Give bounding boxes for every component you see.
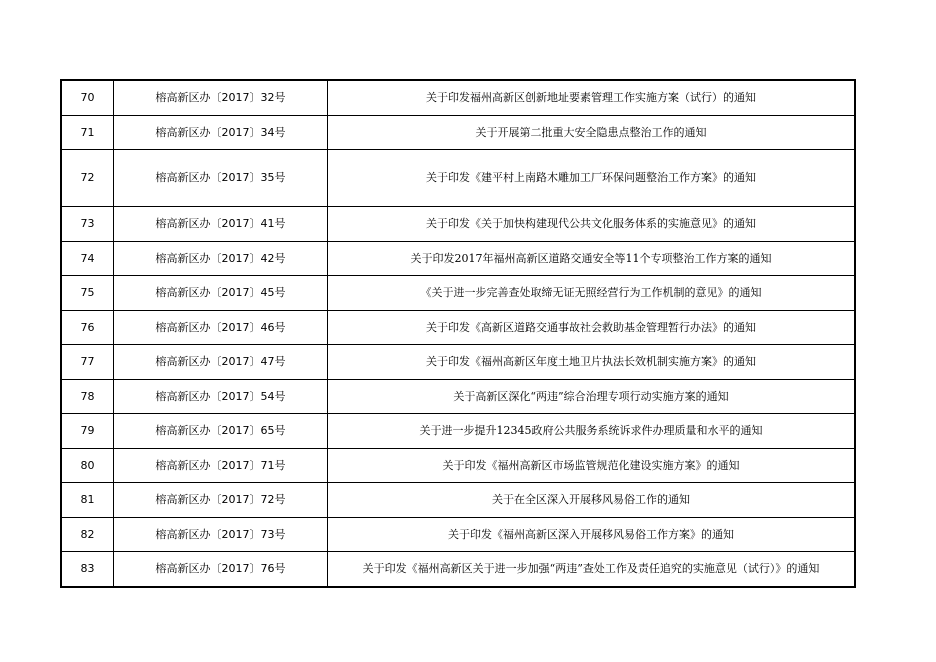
table-row <box>61 207 855 242</box>
document-list-table <box>60 79 856 588</box>
row-number: 79 <box>61 414 114 449</box>
document-title: 关于进一步提升12345政府公共服务系统诉求件办理质量和水平的通知 <box>328 414 856 449</box>
table-row <box>61 414 855 449</box>
document-code: 榕高新区办〔2017〕73号 <box>114 518 328 552</box>
document-title: 关于在全区深入开展移风易俗工作的通知 <box>328 483 856 518</box>
document-code: 榕高新区办〔2017〕71号 <box>114 449 328 483</box>
row-number: 72 <box>61 150 114 207</box>
row-number: 83 <box>61 552 114 588</box>
document-code: 榕高新区办〔2017〕34号 <box>114 116 328 150</box>
row-number: 75 <box>61 276 114 311</box>
document-code: 榕高新区办〔2017〕54号 <box>114 380 328 414</box>
row-number: 73 <box>61 207 114 242</box>
table-row <box>61 345 855 380</box>
document-title: 关于高新区深化“两违”综合治理专项行动实施方案的通知 <box>328 380 856 414</box>
table-row <box>61 150 855 207</box>
table-row <box>61 449 855 483</box>
document-code: 榕高新区办〔2017〕76号 <box>114 552 328 588</box>
table-row <box>61 276 855 311</box>
document-code: 榕高新区办〔2017〕32号 <box>114 80 328 116</box>
document-code: 榕高新区办〔2017〕42号 <box>114 242 328 276</box>
row-number: 76 <box>61 311 114 345</box>
row-number: 81 <box>61 483 114 518</box>
document-code: 榕高新区办〔2017〕45号 <box>114 276 328 311</box>
table-row <box>61 380 855 414</box>
row-number: 77 <box>61 345 114 380</box>
document-title: 关于印发《福州高新区深入开展移风易俗工作方案》的通知 <box>328 518 856 552</box>
document-title: 关于印发《福州高新区年度土地卫片执法长效机制实施方案》的通知 <box>328 345 856 380</box>
table-row <box>61 552 855 588</box>
row-number: 71 <box>61 116 114 150</box>
document-title: 关于印发《高新区道路交通事故社会救助基金管理暂行办法》的通知 <box>328 311 856 345</box>
row-number: 80 <box>61 449 114 483</box>
document-code: 榕高新区办〔2017〕46号 <box>114 311 328 345</box>
document-title: 关于印发《福州高新区关于进一步加强“两违”查处工作及责任追究的实施意见（试行）》的通知 <box>328 552 856 588</box>
row-number: 70 <box>61 80 114 116</box>
row-number: 78 <box>61 380 114 414</box>
document-title: 关于印发《福州高新区市场监管规范化建设实施方案》的通知 <box>328 449 856 483</box>
document-title: 关于印发《关于加快构建现代公共文化服务体系的实施意见》的通知 <box>328 207 856 242</box>
document-code: 榕高新区办〔2017〕72号 <box>114 483 328 518</box>
document-code: 榕高新区办〔2017〕65号 <box>114 414 328 449</box>
table-row <box>61 483 855 518</box>
document-title: 《关于进一步完善查处取缔无证无照经营行为工作机制的意见》的通知 <box>328 276 856 311</box>
document-code: 榕高新区办〔2017〕35号 <box>114 150 328 207</box>
table-row <box>61 242 855 276</box>
table-row <box>61 311 855 345</box>
document-title: 关于印发2017年福州高新区道路交通安全等11个专项整治工作方案的通知 <box>328 242 856 276</box>
document-code: 榕高新区办〔2017〕41号 <box>114 207 328 242</box>
table-row <box>61 116 855 150</box>
row-number: 74 <box>61 242 114 276</box>
table-row <box>61 518 855 552</box>
document-title: 关于印发《建平村上南路木雕加工厂环保问题整治工作方案》的通知 <box>328 150 856 207</box>
table-row <box>61 80 855 116</box>
document-title: 关于印发福州高新区创新地址要素管理工作实施方案（试行）的通知 <box>328 80 856 116</box>
document-title: 关于开展第二批重大安全隐患点整治工作的通知 <box>328 116 856 150</box>
row-number: 82 <box>61 518 114 552</box>
document-code: 榕高新区办〔2017〕47号 <box>114 345 328 380</box>
